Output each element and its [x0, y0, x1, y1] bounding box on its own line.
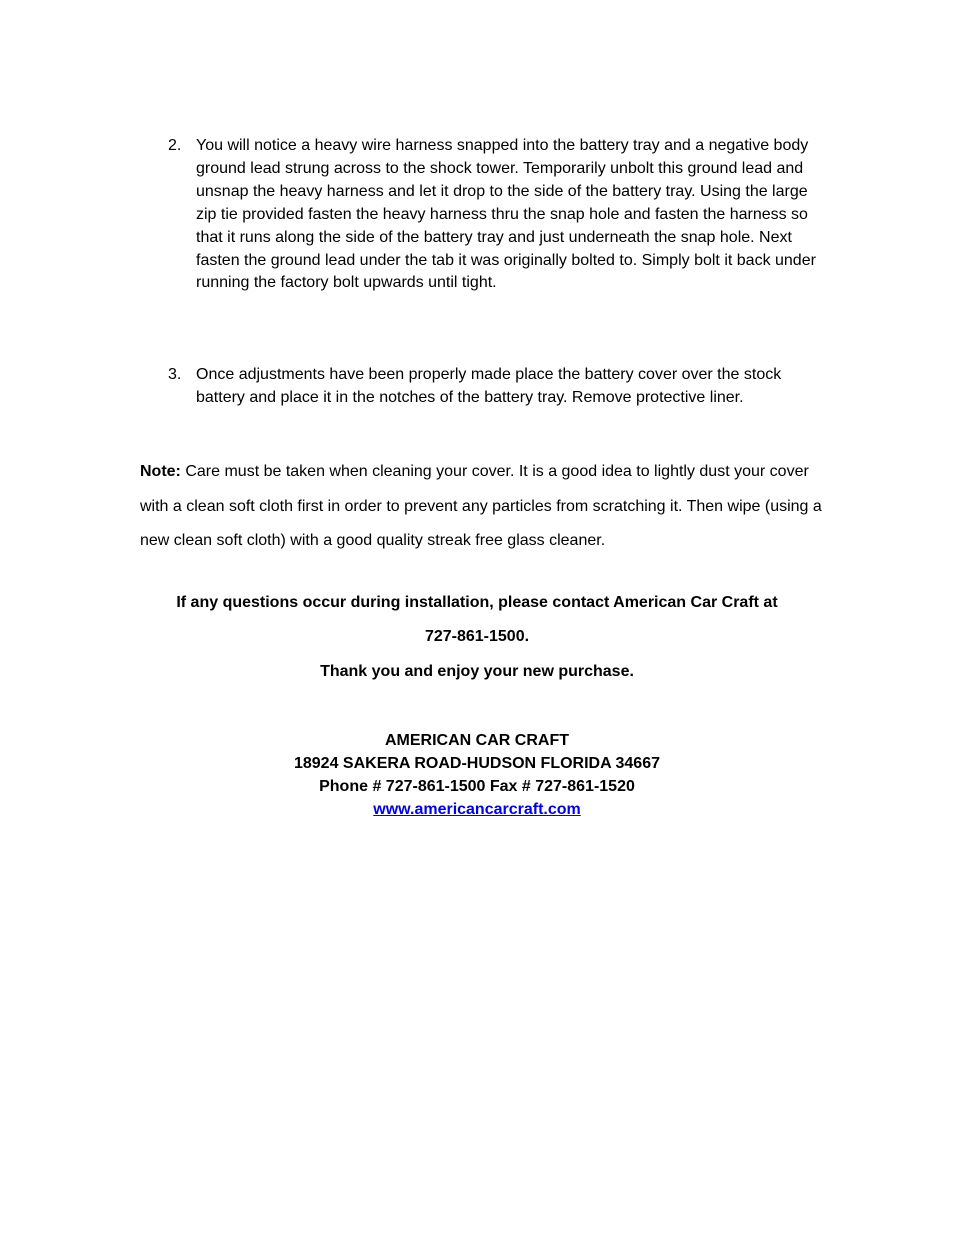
note-label: Note:	[140, 463, 181, 480]
contact-phone: 727-861-1500.	[424, 628, 530, 645]
step-number: 3.	[168, 366, 182, 383]
step-text: Once adjustments have been properly made place the battery cover over the stock battery and place it in the notches of the battery tray. Remove protective liner.	[196, 366, 782, 406]
company-info	[0, 729, 954, 821]
website-link[interactable]: www.americancarcraft.com	[373, 801, 581, 818]
step-number: 2.	[168, 137, 182, 154]
instruction-step-2	[168, 135, 828, 295]
cleaning-note	[140, 455, 830, 559]
step-text: You will notice a heavy wire harness snapped into the battery tray and a negative body ground lead strung across to the shock tower. Temporarily unbolt this ground lead and unsnap the heavy harness and let it drop to the side of the battery tray. Using the large zip tie provided fasten the heavy harness thru the snap hole and fasten the harness so that it runs along the side of the battery tray and just underneath the snap hole. Next fasten the ground lead under the tab it was originally bolted to. Simply bolt it back under running the factory bolt upwards until tight.	[196, 137, 816, 292]
company-address: 18924 SAKERA ROAD-HUDSON FLORIDA 34667	[293, 755, 660, 772]
instruction-step-3	[168, 364, 828, 410]
company-phone-fax: Phone # 727-861-1500 Fax # 727-861-1520	[319, 778, 635, 795]
note-text: Care must be taken when cleaning your cover. It is a good idea to lightly dust your cover with a clean soft cloth first in order to prevent any particles from scratching it. Then wipe (using a new clean soft cloth) with a good quality streak free glass cleaner.	[140, 463, 822, 549]
company-name: AMERICAN CAR CRAFT	[385, 732, 569, 749]
contact-line: If any questions occur during installation, please contact American Car Craft at	[176, 594, 778, 611]
thanks-line: Thank you and enjoy your new purchase.	[320, 663, 634, 680]
